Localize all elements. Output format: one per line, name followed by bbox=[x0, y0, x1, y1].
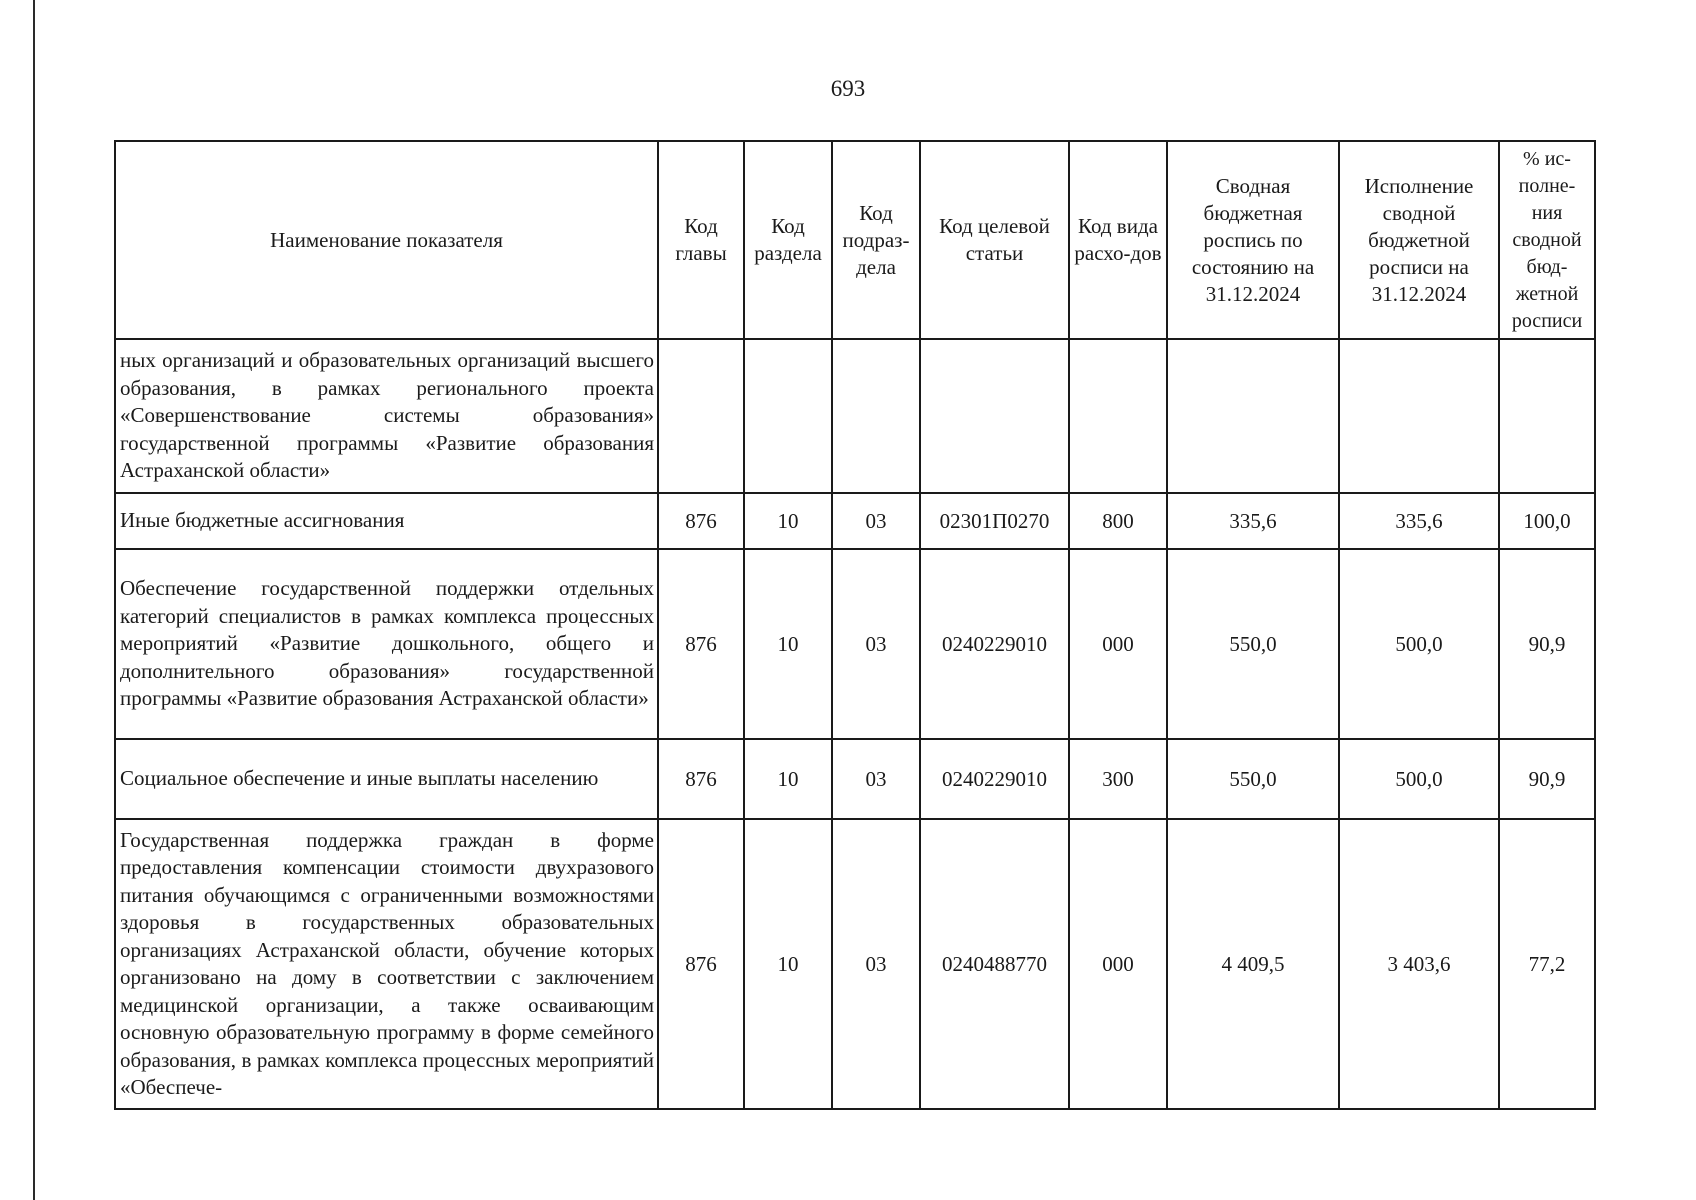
row-chapter: 876 bbox=[658, 819, 744, 1109]
row-execution: 3 403,6 bbox=[1339, 819, 1499, 1109]
page-margin-line bbox=[33, 0, 35, 1200]
row-plan: 550,0 bbox=[1167, 739, 1339, 819]
page-number: 693 bbox=[830, 76, 866, 101]
table-row bbox=[115, 339, 1595, 493]
row-section: 10 bbox=[744, 739, 832, 819]
table-row bbox=[115, 493, 1595, 549]
row-chapter: 876 bbox=[658, 549, 744, 739]
row-name: Обеспечение государственной поддержки отдельных категорий специалистов в рамках комплекса процессных мероприятий «Развитие дошкольного, общего и дополнительного образования» государственной программы «Развитие образования Астраханской области» bbox=[115, 549, 658, 739]
row-execution bbox=[1339, 339, 1499, 493]
header-execution-percent: % ис-полне-ния сводной бюд-жетной росписи bbox=[1499, 141, 1595, 339]
row-chapter: 876 bbox=[658, 493, 744, 549]
row-chapter bbox=[658, 339, 744, 493]
row-name: Государственная поддержка граждан в форме предоставления компенсации стоимости двухразового питания обучающимся с ограниченными возможностями здоровья в государственных образовательных организациях Астраханской области, обучение которых организовано на дому в соответствии с заключением медицинской организации, а также осваивающим основную образовательную программу в форме семейного образования, в рамках комплекса процессных мероприятий «Обеспече- bbox=[115, 819, 658, 1109]
row-plan bbox=[1167, 339, 1339, 493]
header-subsection-code: Код подраз-дела bbox=[832, 141, 920, 339]
row-target bbox=[920, 339, 1069, 493]
row-target: 0240229010 bbox=[920, 549, 1069, 739]
row-expense-type bbox=[1069, 339, 1167, 493]
row-percent: 90,9 bbox=[1499, 549, 1595, 739]
row-plan: 335,6 bbox=[1167, 493, 1339, 549]
row-execution: 500,0 bbox=[1339, 739, 1499, 819]
header-budget-plan: Сводная бюджетная роспись по состоянию на 31.12.2024 bbox=[1167, 141, 1339, 339]
row-name: Социальное обеспечение и иные выплаты населению bbox=[115, 739, 658, 819]
row-execution: 500,0 bbox=[1339, 549, 1499, 739]
header-budget-execution: Исполнение сводной бюджетной росписи на 31.12.2024 bbox=[1339, 141, 1499, 339]
row-execution: 335,6 bbox=[1339, 493, 1499, 549]
row-subsection: 03 bbox=[832, 739, 920, 819]
row-percent: 77,2 bbox=[1499, 819, 1595, 1109]
row-expense-type: 300 bbox=[1069, 739, 1167, 819]
row-percent: 90,9 bbox=[1499, 739, 1595, 819]
table-row bbox=[115, 549, 1595, 739]
header-name: Наименование показателя bbox=[115, 141, 658, 339]
row-name: Иные бюджетные ассигнования bbox=[115, 493, 658, 549]
row-plan: 4 409,5 bbox=[1167, 819, 1339, 1109]
row-subsection: 03 bbox=[832, 549, 920, 739]
row-chapter: 876 bbox=[658, 739, 744, 819]
table-header-row bbox=[115, 141, 1595, 339]
row-name: ных организаций и образовательных организаций высшего образования, в рамках регионального проекта «Совершенствование системы образования» государственной программы «Развитие образования Астраханской области» bbox=[115, 339, 658, 493]
row-subsection: 03 bbox=[832, 493, 920, 549]
row-percent: 100,0 bbox=[1499, 493, 1595, 549]
row-target: 02301П0270 bbox=[920, 493, 1069, 549]
row-subsection bbox=[832, 339, 920, 493]
row-section bbox=[744, 339, 832, 493]
row-section: 10 bbox=[744, 819, 832, 1109]
budget-execution-table bbox=[114, 140, 1596, 1110]
row-plan: 550,0 bbox=[1167, 549, 1339, 739]
header-target-code: Код целевой статьи bbox=[920, 141, 1069, 339]
row-target: 0240229010 bbox=[920, 739, 1069, 819]
table-row bbox=[115, 739, 1595, 819]
row-section: 10 bbox=[744, 549, 832, 739]
row-section: 10 bbox=[744, 493, 832, 549]
table-row bbox=[115, 819, 1595, 1109]
row-expense-type: 000 bbox=[1069, 819, 1167, 1109]
row-percent bbox=[1499, 339, 1595, 493]
row-expense-type: 000 bbox=[1069, 549, 1167, 739]
row-expense-type: 800 bbox=[1069, 493, 1167, 549]
header-expense-type-code: Код вида расхо-дов bbox=[1069, 141, 1167, 339]
row-subsection: 03 bbox=[832, 819, 920, 1109]
header-chapter-code: Код главы bbox=[658, 141, 744, 339]
row-target: 0240488770 bbox=[920, 819, 1069, 1109]
header-section-code: Код раздела bbox=[744, 141, 832, 339]
